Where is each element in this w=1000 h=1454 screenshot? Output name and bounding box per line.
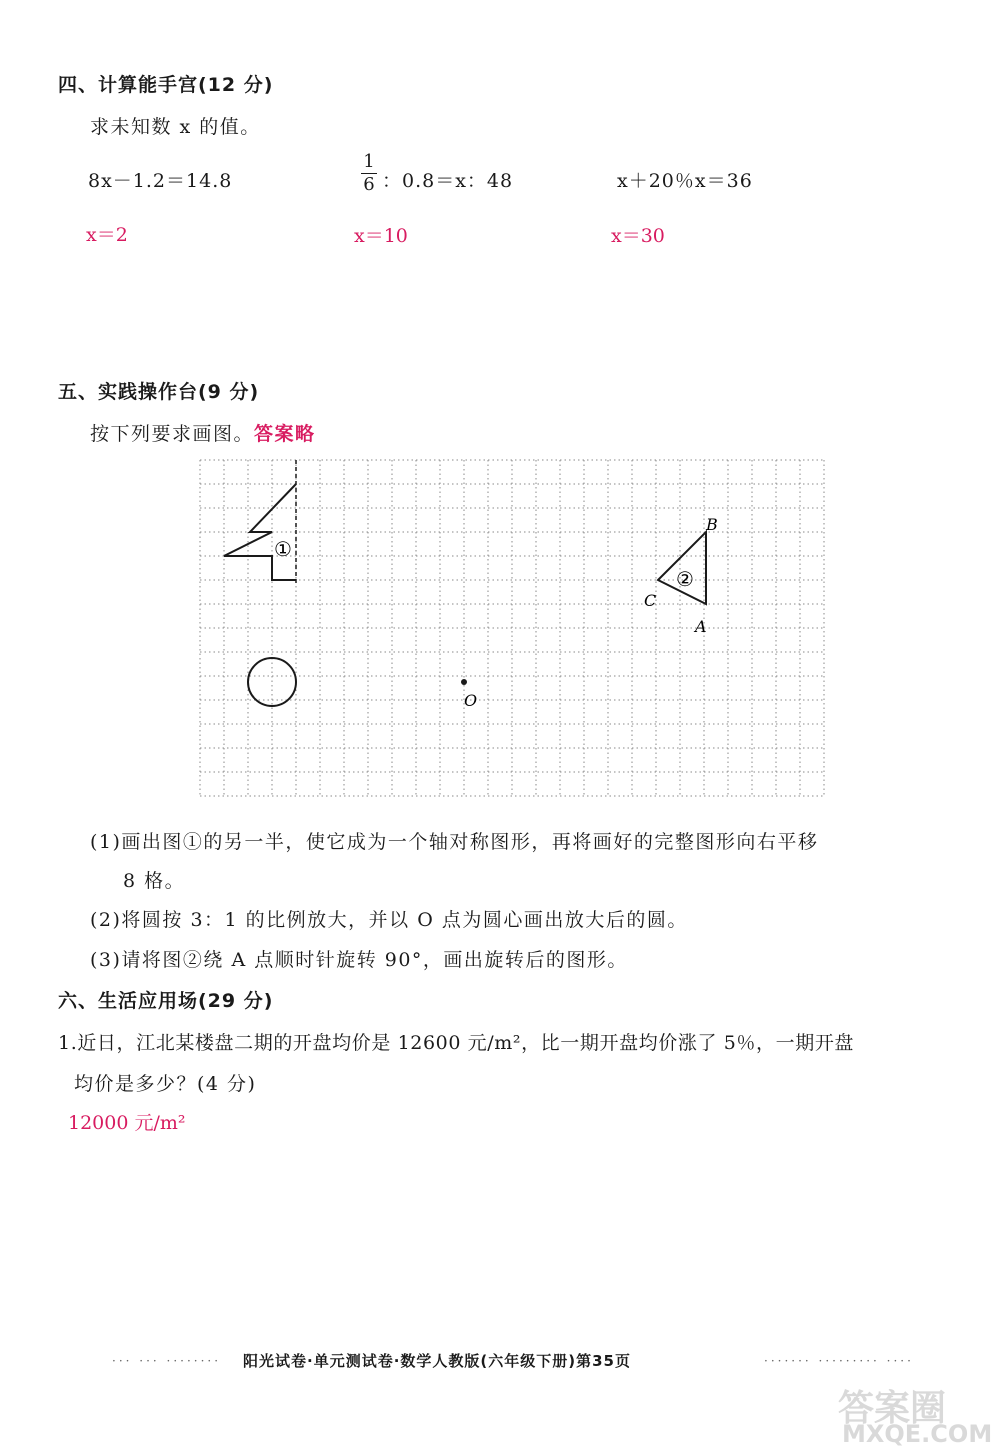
- section6-answer-1: 12000 元/m²: [68, 1112, 186, 1134]
- figure-1-label: ①: [274, 537, 292, 561]
- section6-question-1-line1: 1.近日，江北某楼盘二期的开盘均价是 12600 元/m²，比一期开盘均价涨了 5％，一期开盘: [58, 1032, 855, 1054]
- section6-title: 六、生活应用场(29 分): [58, 990, 274, 1012]
- answer-1: x＝2: [86, 224, 128, 246]
- section5-answer-note: 答案略: [254, 423, 316, 445]
- equation-2: ：0.8＝x：48: [382, 170, 514, 192]
- footer-title: 阳光试卷·单元测试卷·数学人教版(六年级下册)第35页: [243, 1352, 631, 1370]
- point-c-label: C: [644, 591, 657, 610]
- watermark-url: MXQE.COM: [842, 1420, 993, 1448]
- answer-3: x＝30: [611, 225, 665, 247]
- section5-question-3: (3)请将图②绕 A 点顺时针旋转 90°，画出旋转后的图形。: [90, 949, 628, 971]
- equation-1: 8x－1.2＝14.8: [88, 170, 233, 192]
- grid-lines: [200, 460, 824, 796]
- figure-2-label: ②: [676, 567, 694, 591]
- section5-question-1-line2: 8 格。: [123, 870, 186, 892]
- equation-3: x＋20％x＝36: [617, 170, 753, 192]
- figure-1-shape: [224, 484, 296, 580]
- fraction-numerator: 1: [363, 151, 375, 172]
- footer-dots-right: ······· ········· ····: [764, 1354, 914, 1368]
- section5-title: 五、实践操作台(9 分): [58, 381, 260, 403]
- section5-question-2: (2)将圆按 3：1 的比例放大，并以 O 点为圆心画出放大后的圆。: [90, 909, 688, 931]
- point-b-label: B: [706, 515, 718, 534]
- section4-instruction: 求未知数 x 的值。: [90, 116, 261, 138]
- fraction-denominator: 6: [363, 174, 375, 195]
- section6-question-1-line2: 均价是多少？(4 分): [74, 1073, 257, 1095]
- point-o-label: O: [464, 691, 478, 710]
- section5-question-1-line1: (1)画出图①的另一半，使它成为一个轴对称图形，再将画好的完整图形向右平移: [90, 831, 819, 853]
- point-a-label: A: [695, 617, 707, 636]
- footer-dots-left: ··· ··· ········: [112, 1354, 222, 1368]
- section5-instruction: 按下列要求画图。: [90, 423, 255, 445]
- equation-2-fraction: [361, 152, 377, 195]
- answer-2: x＝10: [354, 225, 408, 247]
- section5-instruction-row: [90, 419, 316, 446]
- watermark-logo: 答案圈: [838, 1388, 947, 1429]
- drawing-grid: [190, 450, 840, 820]
- section4-title: 四、计算能手宫(12 分): [58, 74, 274, 96]
- point-o: [461, 679, 467, 685]
